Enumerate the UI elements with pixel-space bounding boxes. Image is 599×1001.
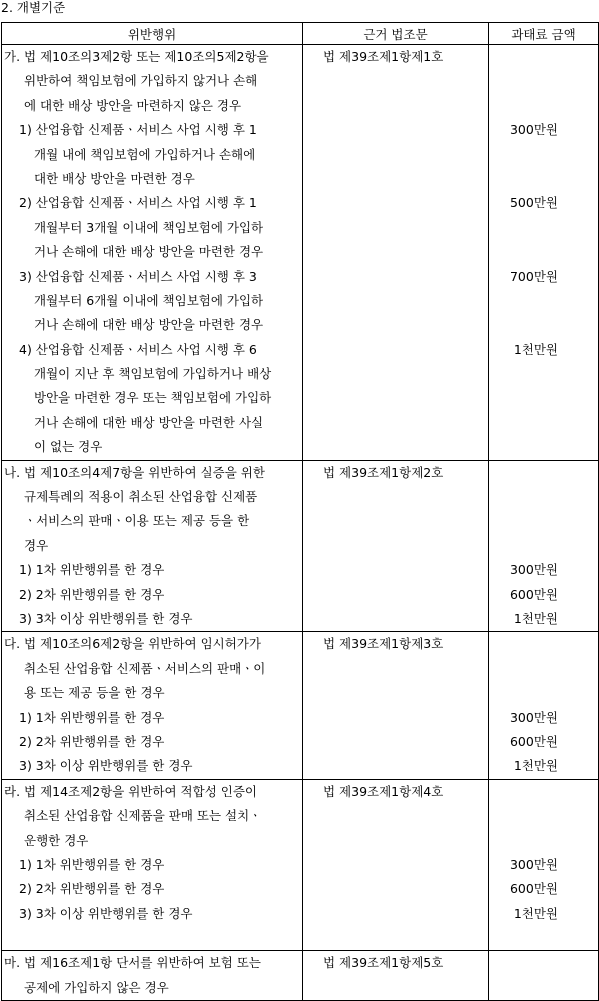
blank-line (489, 386, 598, 410)
violation-title-line: 규제특례의 적용이 취소된 산업융합 신제품 (24, 489, 258, 505)
penalty-amount: 300만원 (509, 856, 558, 872)
violation-item-line: 3) 3차 이상 위반행위를 한 경우 (19, 905, 193, 921)
penalty-amount: 1천만원 (513, 610, 558, 626)
penalty-amount: 600만원 (509, 881, 558, 897)
column-header-amount: 과태료 금액 (489, 23, 599, 45)
violation-item-line: 개월이 지난 후 책임보험에 가입하거나 배상 (34, 366, 272, 382)
legal-basis: 법 제39조제1항제4호 (323, 783, 444, 799)
violation-item-line: 2) 2차 위반행위를 한 경우 (19, 586, 165, 602)
penalty-amount: 300만원 (509, 709, 558, 725)
basis-cell (303, 951, 489, 1001)
violation-item-line: 거나 손해에 대한 배상 방안을 마련한 사실 (34, 414, 264, 430)
amount-cell (489, 779, 599, 951)
violation-item-line: 거나 손해에 대한 배상 방안을 마련한 경우 (34, 244, 264, 260)
blank-line (489, 485, 598, 509)
basis-cell (303, 632, 489, 779)
table-row (2, 460, 599, 632)
basis-cell (303, 460, 489, 632)
violation-title-line: 취소된 산업융합 신제품을 판매 또는 설치ㆍ (24, 808, 262, 824)
blank-line (489, 657, 598, 681)
penalty-amount: 300만원 (509, 562, 558, 578)
blank-line (489, 216, 598, 240)
blank-line (489, 829, 598, 853)
violation-title-line: 마. 법 제16조제1항 단서를 위반하여 보험 또는 (4, 955, 261, 971)
penalty-amount: 600만원 (509, 733, 558, 749)
penalty-table (1, 22, 599, 1001)
violation-title-line: 취소된 산업융합 신제품ㆍ서비스의 판매ㆍ이 (24, 660, 266, 676)
amount-cell (489, 45, 599, 461)
violation-item-line: 대한 배상 방안을 마련한 경우 (34, 170, 195, 186)
table-body (2, 45, 599, 1001)
penalty-amount: 1천만원 (513, 341, 558, 357)
violation-title-line: 운행한 경우 (24, 832, 89, 848)
violation-item-line: 1) 1차 위반행위를 한 경우 (19, 562, 165, 578)
amount-cell (489, 951, 599, 1001)
violation-item-line: 2) 2차 위반행위를 한 경우 (19, 733, 165, 749)
violation-cell (2, 460, 303, 632)
legal-basis: 법 제39조제1항제5호 (323, 955, 444, 971)
violation-item-line: 개월 내에 책임보험에 가입하거나 손해에 (34, 146, 256, 162)
violation-item-line: 거나 손해에 대한 배상 방안을 마련한 경우 (34, 317, 264, 333)
blank-line (489, 313, 598, 337)
blank-line (489, 951, 598, 975)
basis-cell (303, 779, 489, 951)
blank-line (489, 632, 598, 656)
blank-line (489, 240, 598, 264)
violation-cell (2, 951, 303, 1001)
blank-line (489, 804, 598, 828)
blank-line (489, 143, 598, 167)
blank-line (489, 780, 598, 804)
legal-basis: 법 제39조제1항제1호 (323, 49, 444, 64)
violation-cell (2, 632, 303, 779)
violation-title-line: 경우 (24, 537, 49, 553)
blank-line (489, 69, 598, 93)
violation-title-line: 가. 법 제10조의3제2항 또는 제10조의5제2항을 (4, 49, 269, 64)
penalty-amount: 600만원 (509, 586, 558, 602)
table-header-row (2, 23, 599, 45)
violation-item-line: 방안을 마련한 경우 또는 책임보험에 가입하 (34, 390, 272, 406)
violation-item-line: 2) 2차 위반행위를 한 경우 (19, 881, 165, 897)
violation-title-line: 공제에 가입하지 않은 경우 (24, 979, 169, 995)
basis-cell (303, 45, 489, 461)
violation-title-line: ㆍ서비스의 판매ㆍ이용 또는 제공 등을 한 (24, 513, 250, 529)
legal-basis: 법 제39조제1항제3호 (323, 636, 444, 652)
penalty-amount: 700만원 (509, 268, 558, 284)
blank-line (489, 94, 598, 118)
violation-title-line: 나. 법 제10조의4제7항을 위반하여 실증을 위한 (4, 464, 265, 480)
penalty-amount: 1천만원 (513, 905, 558, 921)
violation-item-line: 1) 산업융합 신제품ㆍ서비스 사업 시행 후 1 (19, 122, 257, 138)
blank-line (489, 45, 598, 69)
violation-item-line: 1) 1차 위반행위를 한 경우 (19, 856, 165, 872)
violation-title-line: 위반하여 책임보험에 가입하지 않거나 손해 (24, 73, 258, 89)
blank-line (489, 976, 598, 1000)
violation-item-line: 1) 1차 위반행위를 한 경우 (19, 709, 165, 725)
blank-line (489, 362, 598, 386)
table-row (2, 951, 599, 1001)
amount-cell (489, 460, 599, 632)
table-row (2, 779, 599, 951)
violation-cell (2, 45, 303, 461)
penalty-amount: 500만원 (509, 195, 558, 211)
penalty-amount: 300만원 (509, 122, 558, 138)
column-header-violation: 위반행위 (2, 23, 303, 45)
violation-item-line: 개월부터 3개월 이내에 책임보험에 가입하 (34, 219, 264, 235)
legal-basis: 법 제39조제1항제2호 (323, 464, 444, 480)
section-heading: 2. 개별기준 (1, 0, 66, 15)
blank-line (489, 289, 598, 313)
violation-item-line: 3) 3차 이상 위반행위를 한 경우 (19, 758, 193, 774)
table-row (2, 632, 599, 779)
violation-item-line: 4) 산업융합 신제품ㆍ서비스 사업 시행 후 6 (19, 341, 257, 357)
violation-title-line: 용 또는 제공 등을 한 경우 (24, 685, 165, 701)
blank-line (489, 167, 598, 191)
violation-item-line: 개월부터 6개월 이내에 책임보험에 가입하 (34, 292, 264, 308)
violation-item-line: 이 없는 경우 (34, 439, 103, 455)
column-header-basis: 근거 법조문 (303, 23, 489, 45)
blank-line (489, 681, 598, 705)
table-row (2, 45, 599, 461)
violation-title-line: 에 대한 배상 방안을 마련하지 않은 경우 (24, 97, 242, 113)
blank-line (489, 411, 598, 435)
violation-item-line: 3) 3차 이상 위반행위를 한 경우 (19, 610, 193, 626)
blank-line (489, 435, 598, 459)
blank-line (489, 534, 598, 558)
amount-cell (489, 632, 599, 779)
blank-line (489, 509, 598, 533)
violation-item-line: 2) 산업융합 신제품ㆍ서비스 사업 시행 후 1 (19, 195, 257, 211)
violation-title-line: 다. 법 제10조의6제2항을 위반하여 임시허가가 (4, 636, 261, 652)
blank-line (2, 926, 302, 950)
violation-item-line: 3) 산업융합 신제품ㆍ서비스 사업 시행 후 3 (19, 268, 257, 284)
violation-cell (2, 779, 303, 951)
violation-title-line: 라. 법 제14조제2항을 위반하여 적합성 인증이 (4, 783, 257, 799)
penalty-amount: 1천만원 (513, 758, 558, 774)
blank-line (489, 461, 598, 485)
